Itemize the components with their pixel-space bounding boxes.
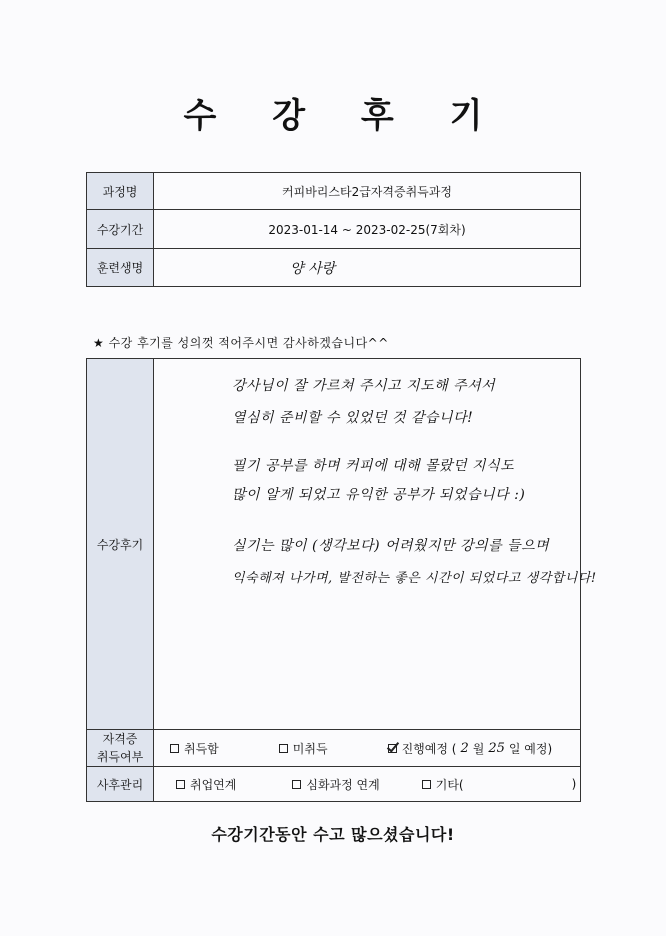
review-label: 수강후기	[87, 359, 154, 730]
followup-option-other-close: )	[571, 777, 577, 791]
review-line: 열심히 준비할 수 있었던 것 같습니다!	[232, 410, 474, 426]
planned-month: 2	[460, 740, 469, 756]
followup-option-job-label: 취업연계	[190, 777, 237, 792]
checkbox-icon[interactable]	[170, 744, 179, 753]
cert-option-acquired-label: 취득함	[184, 741, 219, 756]
review-body	[154, 359, 597, 730]
page-title: 수 강 후 기	[183, 96, 505, 136]
cert-label-line2: 취득여부	[96, 750, 144, 764]
period-label: 수강기간	[87, 210, 154, 249]
cert-option-not-acquired-label: 미취득	[292, 741, 328, 756]
period-value: 2023-01-14 ~ 2023-02-25(7회차)	[154, 210, 581, 249]
review-line: 익숙해져 나가며, 발전하는 좋은 시간이 되었다고 생각합니다!	[232, 571, 597, 586]
review-line: 실기는 많이 (생각보다) 어려웠지만 강의를 들으며	[232, 538, 550, 554]
cert-option-not-acquired[interactable]	[279, 740, 328, 757]
followup-option-advanced-label: 심화과정 연계	[306, 777, 380, 792]
review-line: 강사님이 잘 가르쳐 주시고 지도해 주셔서	[232, 378, 496, 394]
checkbox-checked-icon[interactable]	[388, 744, 397, 753]
course-value: 커피바리스타2급자격증취득과정	[154, 173, 581, 210]
cert-option-planned-label: 진행예정 (	[401, 741, 457, 756]
checkbox-icon[interactable]	[176, 780, 185, 789]
cert-option-acquired[interactable]	[170, 740, 219, 757]
cert-label	[87, 730, 154, 767]
trainee-label: 훈련생명	[87, 249, 154, 287]
checkbox-icon[interactable]	[422, 780, 431, 789]
planned-day: 25	[488, 740, 505, 756]
planned-suffix: 일 예정)	[508, 741, 553, 756]
followup-options	[154, 767, 581, 802]
instruction-note: ★ 수강 후기를 성의껏 적어주시면 감사하겠습니다^^	[93, 336, 389, 350]
review-line: 많이 알게 되었고 유익한 공부가 되었습니다 :)	[232, 487, 526, 503]
checkbox-icon[interactable]	[292, 780, 301, 789]
review-table	[86, 358, 597, 802]
course-label: 과정명	[87, 173, 154, 210]
followup-option-other-label: 기타(	[435, 777, 464, 792]
course-info-table	[86, 172, 581, 287]
checkbox-icon[interactable]	[279, 744, 288, 753]
closing-message: 수강기간동안 수고 많으셨습니다!	[211, 825, 455, 844]
followup-option-advanced[interactable]	[292, 776, 379, 793]
cert-label-line1: 자격증	[102, 732, 138, 746]
followup-option-job[interactable]	[176, 776, 236, 793]
cert-options	[154, 730, 581, 767]
followup-option-other[interactable]	[422, 776, 577, 793]
trainee-cell	[154, 249, 581, 287]
planned-month-unit: 월	[472, 741, 485, 756]
cert-option-planned[interactable]	[388, 740, 553, 757]
review-line: 필기 공부를 하며 커피에 대해 몰랐던 지식도	[232, 458, 515, 474]
trainee-name: 양 사랑	[290, 260, 336, 277]
followup-label: 사후관리	[87, 767, 154, 802]
